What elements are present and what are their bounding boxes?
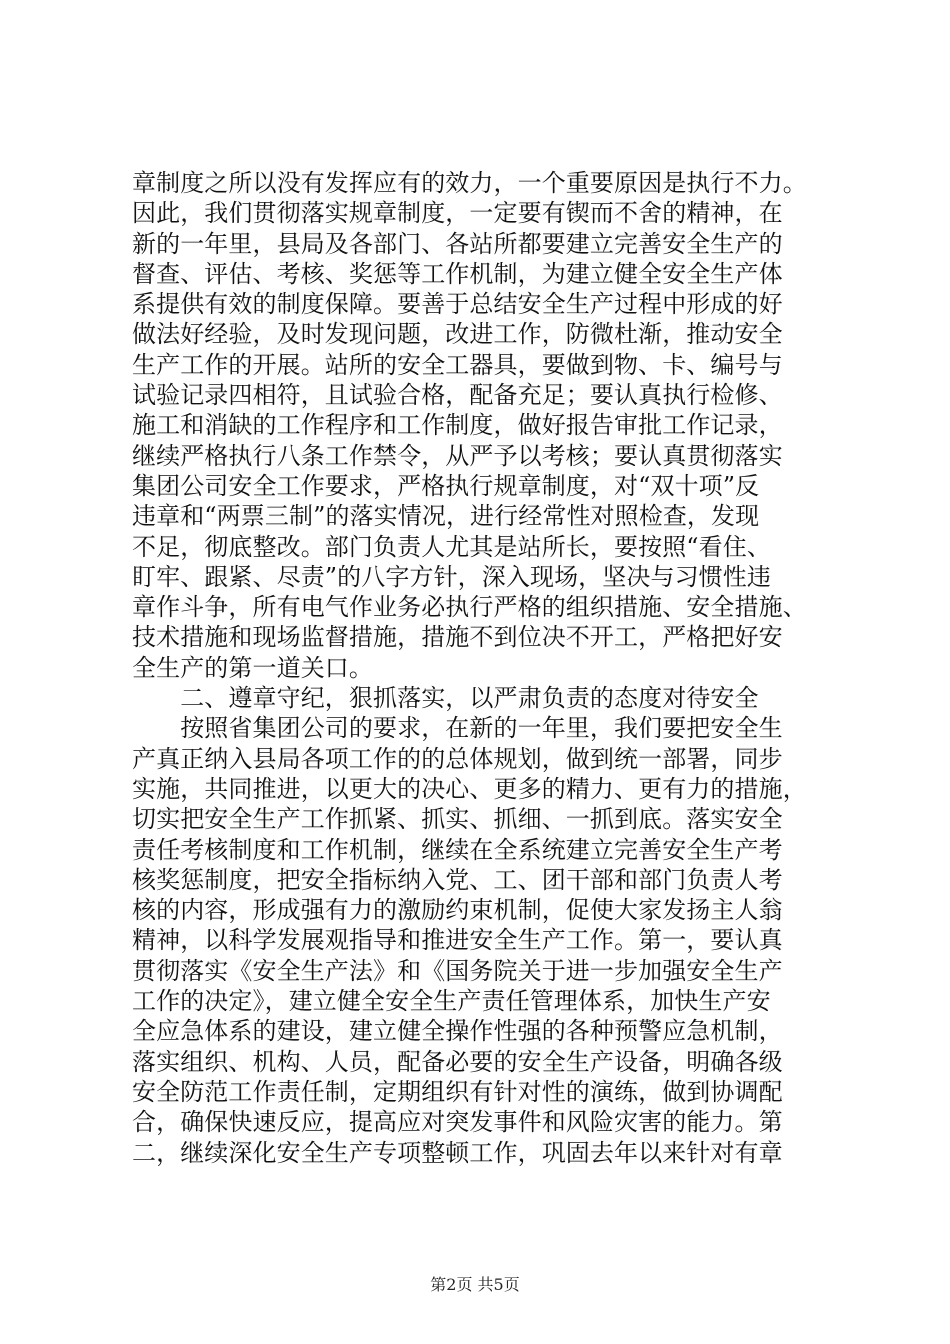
text-line: 新的一年里，县局及各部门、各站所都要建立完善安全生产的 [132,229,783,258]
text-line: 切实把安全生产工作抓紧、抓实、抓细、一抓到底。落实安全 [132,805,783,834]
text-line: 章作斗争，所有电气作业务必执行严格的组织措施、安全措施、 [132,593,807,622]
text-line: 精神，以科学发展观指导和推进安全生产工作。第一，要认真 [132,926,783,955]
text-line: 核奖惩制度，把安全指标纳入党、工、团干部和部门负责人考 [132,865,783,894]
text-line: 二，继续深化安全生产专项整顿工作，巩固去年以来针对有章 [132,1138,783,1167]
section-heading: 二、遵章守纪，狠抓落实，以严肃负责的态度对待安全 [132,684,759,713]
text-line: 违章和“两票三制”的落实情况，进行经常性对照检查，发现 [132,502,760,531]
text-line: 按照省集团公司的要求，在新的一年里，我们要把安全生 [132,714,783,743]
text-line: 章制度之所以没有发挥应有的效力，一个重要原因是执行不力。 [132,169,807,197]
text-line: 盯牢、跟紧、尽责”的八字方针，深入现场，坚决与习惯性违 [132,562,771,591]
text-line: 产真正纳入县局各项工作的的总体规划，做到统一部署，同步 [132,744,783,773]
text-line: 试验记录四相符，且试验合格，配备充足；要认真执行检修、 [132,381,783,410]
text-line: 集团公司安全工作要求，严格执行规章制度，对“双十项”反 [132,471,760,500]
text-line: 技术措施和现场监督措施，措施不到位决不开工，严格把好安 [132,623,783,652]
text-line: 责任考核制度和工作机制，继续在全系统建立完善安全生产考 [132,835,783,864]
text-line: 安全防范工作责任制，定期组织有针对性的演练，做到协调配 [132,1077,783,1106]
text-line: 继续严格执行八条工作禁令，从严予以考核；要认真贯彻落实 [132,441,783,470]
body-text [132,168,832,1168]
text-line: 因此，我们贯彻落实规章制度，一定要有锲而不舍的精神，在 [132,199,783,228]
text-line: 生产工作的开展。站所的安全工器具，要做到物、卡、编号与 [132,350,783,379]
text-line: 贯彻落实《安全生产法》和《国务院关于进一步加强安全生产 [132,956,783,985]
text-line: 做法好经验，及时发现问题，改进工作，防微杜渐，推动安全 [132,320,783,349]
text-line: 落实组织、机构、人员，配备必要的安全生产设备，明确各级 [132,1047,783,1076]
text-line: 系提供有效的制度保障。要善于总结安全生产过程中形成的好 [132,290,783,319]
text-line: 不足，彻底整改。部门负责人尤其是站所长，要按照“看住、 [132,532,771,561]
text-line: 合，确保快速反应，提高应对突发事件和风险灾害的能力。第 [132,1108,783,1137]
text-line: 全应急体系的建设，建立健全操作性强的各种预警应急机制， [132,1017,783,1046]
text-line: 工作的决定》，建立健全安全生产责任管理体系，加快生产安 [132,987,771,1016]
text-line: 施工和消缺的工作程序和工作制度，做好报告审批工作记录， [132,411,783,440]
text-line: 核的内容，形成强有力的激励约束机制，促使大家发扬主人翁 [132,896,783,925]
text-line: 督查、评估、考核、奖惩等工作机制，为建立健全安全生产体 [132,259,783,288]
text-line: 实施，共同推进，以更大的决心、更多的精力、更有力的措施， [132,774,807,803]
page-number-footer: 第2页 共5页 [430,1275,520,1294]
text-line: 全生产的第一道关口。 [132,653,373,682]
